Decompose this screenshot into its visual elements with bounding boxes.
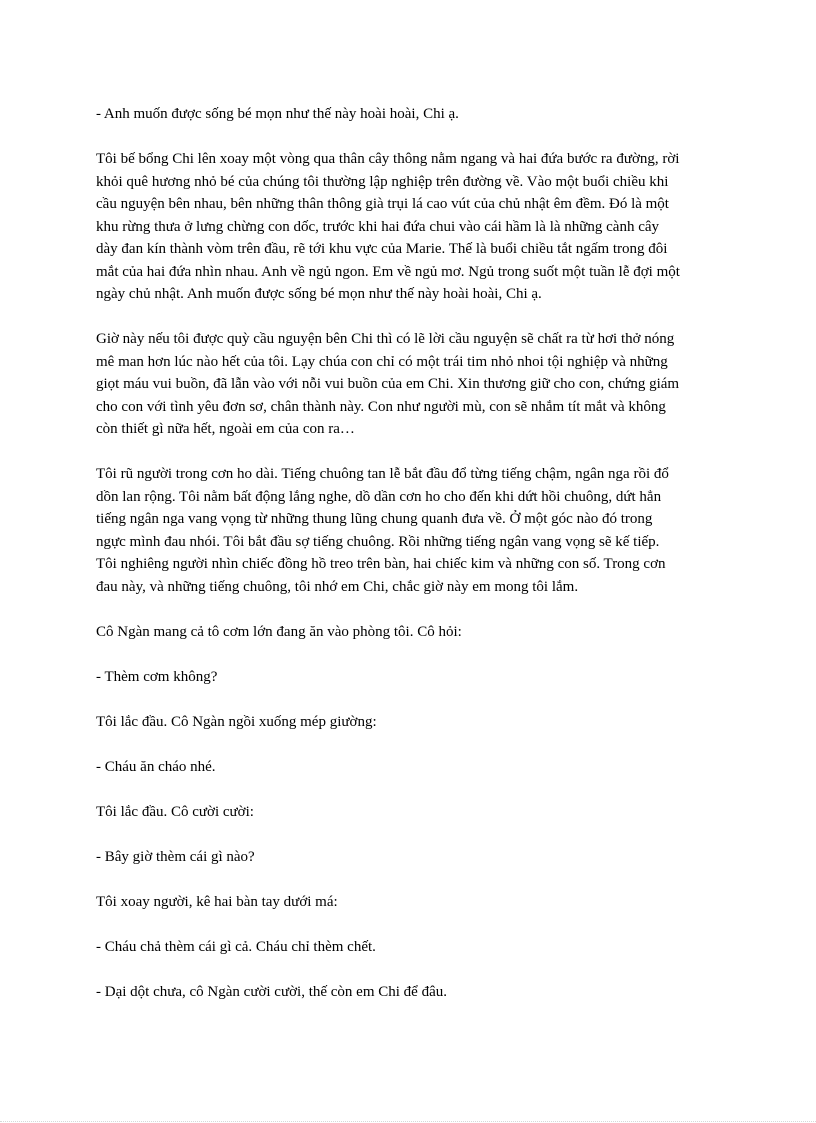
- paragraph: [96, 103, 736, 126]
- text-line: - Thèm cơm không?: [96, 668, 218, 685]
- paragraph: [96, 801, 736, 824]
- text-line: - Cháu ăn cháo nhé.: [96, 758, 216, 775]
- text-line: cho con với tình yêu đơn sơ, chân thành này. Con như người mù, con sẽ nhắm tít mắt và không: [96, 398, 666, 415]
- text-line: khỏi quê hương nhỏ bé của chúng tôi thường lập nghiệp trên đường về. Vào một buổi chiều khi: [96, 173, 669, 190]
- text-line: cầu nguyện bên nhau, bên những thân thông già trụi lá cao vút của chủ nhật êm đềm. Đó là một: [96, 196, 669, 212]
- text-line: Tôi lắc đầu. Cô Ngàn ngồi xuống mép giường:: [96, 713, 377, 730]
- text-line: dồn lan rộng. Tôi nằm bất động lắng nghe, dồ dần cơn ho cho đến khi dứt hồi chuông, dứt hẳn: [96, 488, 662, 505]
- text-line: Tôi nghiêng người nhìn chiếc đồng hồ treo trên bàn, hai chiếc kim và những con số. Trong cơn: [96, 556, 666, 572]
- text-line: Giờ này nếu tôi được quỳ cầu nguyện bên Chi thì có lẽ lời cầu nguyện sẽ chất ra từ hơi thở nóng: [96, 331, 675, 347]
- paragraph: [96, 666, 736, 689]
- page-bottom-divider: [0, 1121, 816, 1122]
- text-line: - Anh muốn được sống bé mọn như thế này hoài hoài, Chi ạ.: [96, 106, 459, 122]
- paragraph: [96, 756, 736, 779]
- paragraph: [96, 328, 736, 441]
- text-line: còn thiết gì nữa hết, ngoài em của con ra…: [96, 421, 355, 437]
- text-line: Tôi xoay người, kê hai bàn tay dưới má:: [96, 893, 338, 910]
- document-body: [96, 103, 736, 1026]
- text-line: Tôi bế bổng Chi lên xoay một vòng qua thân cây thông nằm ngang và hai đứa bước ra đường, rời: [96, 151, 680, 167]
- text-line: ngực mình đau nhói. Tôi bắt đầu sợ tiếng chuông. Rồi những tiếng ngân vang vọng sẽ kế tiếp.: [96, 533, 660, 550]
- paragraph: [96, 621, 736, 644]
- paragraph: [96, 936, 736, 959]
- text-line: mê man hơn lúc nào hết của tôi. Lạy chúa con chỉ có một trái tim nhỏ nhoi tội nghiệp và những: [96, 353, 668, 370]
- text-line: Cô Ngàn mang cả tô cơm lớn đang ăn vào phòng tôi. Cô hỏi:: [96, 623, 462, 640]
- text-line: Tôi lắc đầu. Cô cười cười:: [96, 803, 254, 820]
- paragraph: [96, 846, 736, 869]
- paragraph: [96, 981, 736, 1004]
- paragraph: [96, 463, 736, 598]
- paragraph: [96, 711, 736, 734]
- text-line: ngày chủ nhật. Anh muốn được sống bé mọn như thế này hoài hoài, Chi ạ.: [96, 286, 542, 302]
- text-line: tiếng ngân nga vang vọng từ những thung lũng chung quanh đưa về. Ở một góc nào đó trong: [96, 511, 653, 527]
- text-line: mắt của hai đứa nhìn nhau. Anh về ngủ ngon. Em về ngủ mơ. Ngủ trong suốt một tuần lễ đợi một: [96, 263, 680, 280]
- text-line: - Dại dột chưa, cô Ngàn cười cười, thế còn em Chi để đâu.: [96, 983, 447, 1000]
- text-line: giọt máu vui buồn, đã lẫn vào với nỗi vui buồn của em Chi. Xin thương giữ cho con, chứng giám: [96, 376, 680, 392]
- text-line: dày đan kín thành vòm trên đầu, rẽ tới khu vực của Marie. Thế là buổi chiều tắt ngấm trong đôi: [96, 241, 668, 257]
- paragraph: [96, 891, 736, 914]
- paragraph: [96, 148, 736, 306]
- text-line: - Cháu chả thèm cái gì cả. Cháu chỉ thèm chết.: [96, 938, 376, 955]
- text-line: Tôi rũ người trong cơn ho dài. Tiếng chuông tan lễ bắt đầu đổ từng tiếng chậm, ngân nga rồi đổ: [96, 466, 669, 482]
- text-line: đau này, và những tiếng chuông, tôi nhớ em Chi, chắc giờ này em mong tôi lắm.: [96, 578, 579, 595]
- text-line: khu rừng thưa ở lưng chừng con dốc, trước khi hai đứa chui vào cái hầm là là những cành cây: [96, 218, 660, 235]
- text-line: - Bây giờ thèm cái gì nào?: [96, 848, 255, 865]
